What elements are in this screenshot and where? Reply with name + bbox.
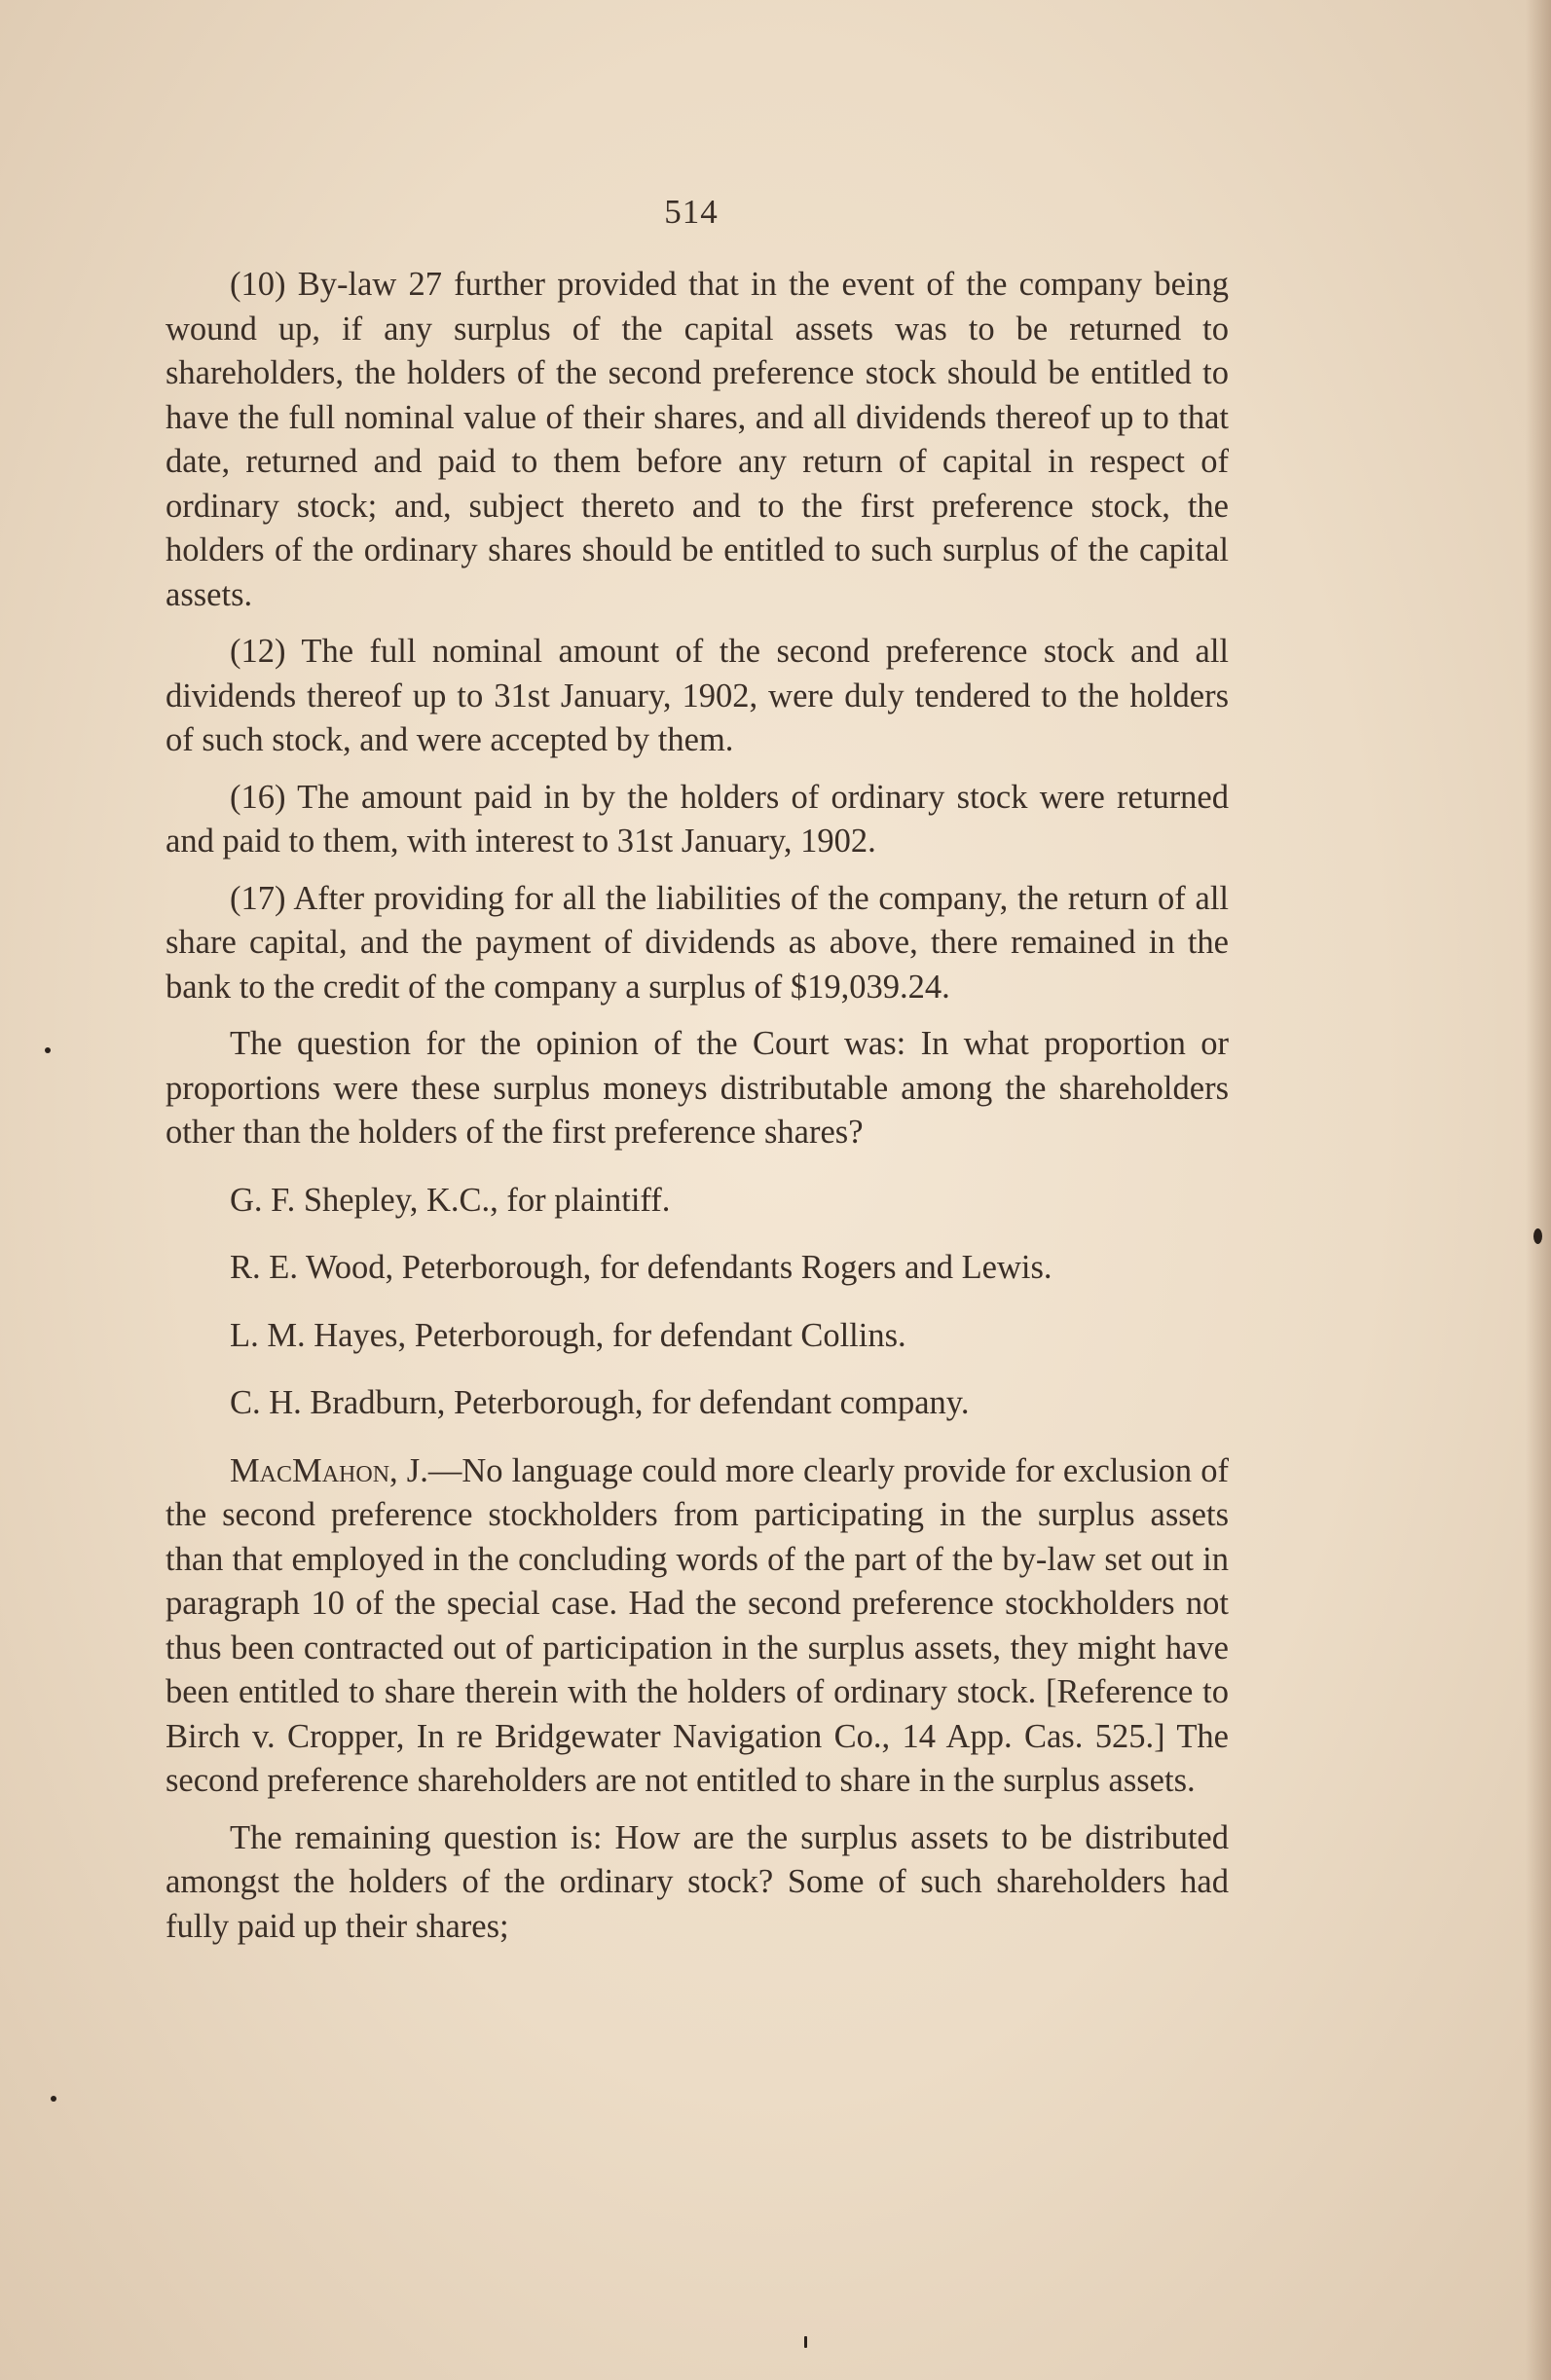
ink-speck: [1533, 1228, 1542, 1244]
counsel-rogers-lewis: R. E. Wood, Peterborough, for defendants Rogers and Lewis.: [230, 1249, 1052, 1286]
paragraph-17: (17) After providing for all the liabilities of the company, the return of all share capital, and the payment of dividends as above, there remained in the bank to the credit of the company a surplus of $19,039.24.: [166, 879, 1229, 1006]
judgment-opening-text: —No language could more clearly provide for exclusion of the second preference stockholders from participating in the surplus assets than that employed in the concluding words of the part of the by-law set out in paragraph 10 of the special case. Had the second preference stockholders not thus been contracted out of participation in the surplus assets, they might have been entitled to share therein with the holders of ordinary stock. [Reference to Birch v. Cropper, In re Bridgewater Navigation Co., 14 App. Cas. 525.] The second preference shareholders are not entitled to share in the surplus assets.: [166, 1451, 1229, 1799]
counsel-company: C. H. Bradburn, Peterborough, for defendant company.: [230, 1384, 970, 1421]
judgment-opening-paragraph: [166, 1449, 1229, 1804]
paragraph-12: (12) The full nominal amount of the second preference stock and all dividends thereof up to 31st January, 1902, were duly tendered to the holders of such stock, and were accepted by them.: [166, 633, 1229, 758]
book-spine-shadow: [1526, 0, 1551, 2380]
page-body: [166, 263, 1229, 1961]
ink-speck: [804, 2336, 807, 2348]
paragraph-16: (16) The amount paid in by the holders of ordinary stock were returned and paid to them, with interest to 31st January, 1902.: [166, 778, 1229, 860]
judgment-continuation-paragraph: The remaining question is: How are the surplus assets to be distributed amongst the holders of the ordinary stock? Some of such shareholders had fully paid up their shares;: [166, 1818, 1229, 1945]
ink-speck: [51, 2096, 56, 2102]
counsel-plaintiff: G. F. Shepley, K.C., for plaintiff.: [230, 1181, 671, 1219]
paragraph-10: (10) By-law 27 further provided that in the event of the company being wound up, if any surplus of the capital assets was to be returned to shareholders, the holders of the second preference stock should be entitled to have the full nominal value of their shares, and all dividends thereof up to that date, returned and paid to them before any return of capital in respect of ordinary stock; and, subject thereto and to the first preference stock, the holders of the ordinary shares should be entitled to such surplus of the capital assets.: [166, 266, 1229, 613]
question-paragraph: The question for the opinion of the Court was: In what proportion or proportions were these surplus moneys distributable among the shareholders other than the holders of the first preference shares?: [166, 1025, 1229, 1151]
page-number: 514: [664, 193, 719, 231]
ink-speck: [45, 1047, 51, 1053]
counsel-collins: L. M. Hayes, Peterborough, for defendant Collins.: [230, 1316, 906, 1354]
judge-name: MacMahon, J.: [230, 1451, 428, 1489]
